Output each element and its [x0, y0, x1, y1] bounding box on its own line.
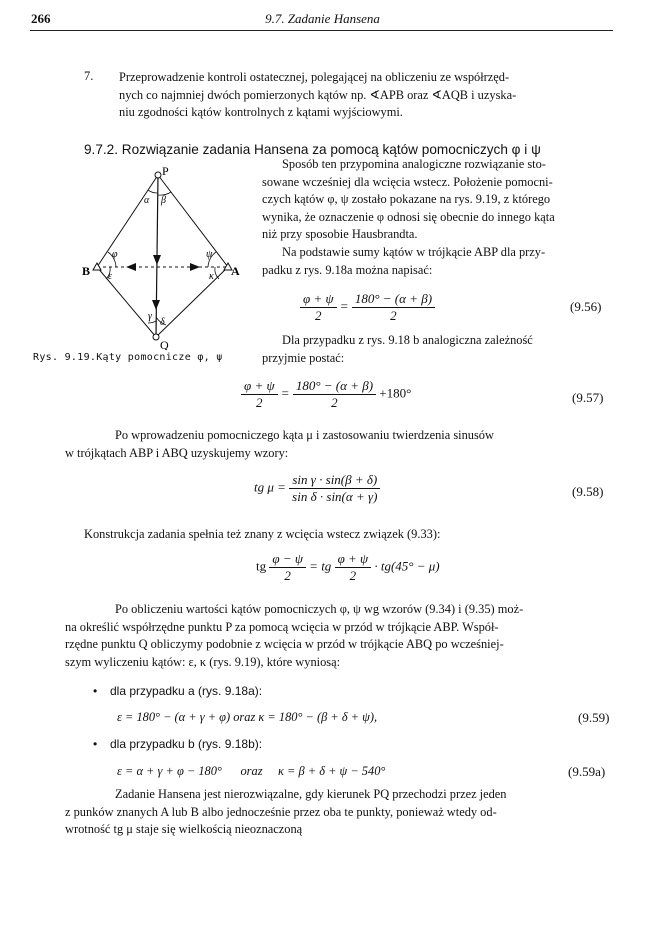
fraction — [300, 291, 337, 324]
text-line: Po wprowadzeniu pomocniczego kąta μ i zastosowaniu twierdzenia sinusów — [115, 428, 494, 442]
equation-number: (9.56) — [570, 299, 602, 314]
text-line: przyjmie postać: — [262, 350, 345, 365]
item-7-line: niu zgodności kątów kontrolnych z kątami wyjściowymi. — [119, 105, 403, 120]
numerator: φ + ψ — [335, 551, 372, 568]
bullet-a-text: dla przypadku a (rys. 9.18a): — [110, 684, 263, 698]
section-heading: 9.7.2. Rozwiązanie zadania Hansena za pomocą kątów pomocniczych φ i ψ — [84, 142, 541, 157]
intro-line: Na podstawie sumy kątów w trójkącie ABP dla przy- — [282, 244, 546, 259]
text-line: rzędne punktu Q obliczymy podobnie z wcięcia w przód w trójkącie ABQ po wcześniej- — [65, 637, 504, 652]
final-paragraph — [65, 786, 616, 839]
intro-line: czych kątów φ, ψ zostało pokazane na rys. 9.19, z którego — [262, 192, 551, 207]
arrow-right — [190, 263, 200, 271]
label-Q: Q — [160, 338, 169, 350]
construction-text: Konstrukcja zadania spełnia też znany z wcięcia wstecz związek (9.33): — [84, 527, 441, 541]
intro-line: padku z rys. 9.18a można napisać: — [262, 262, 433, 277]
plus-180: +180° — [379, 385, 412, 401]
line-BQ — [97, 267, 156, 337]
equals-tg: = tg — [309, 558, 332, 574]
line-PB — [97, 175, 158, 267]
fraction — [293, 378, 376, 411]
point-P — [155, 172, 161, 178]
bullet-mark: • — [93, 684, 98, 698]
after-paragraph — [65, 601, 616, 671]
intro-line: sowane wcześniej dla wcięcia wstecz. Położenie pomocni- — [262, 174, 553, 189]
fraction — [352, 291, 435, 324]
label-beta: β — [161, 195, 166, 206]
numerator: φ + ψ — [241, 378, 278, 395]
item-7-line: nych co najmniej dwóch pomierzonych kątów np. ∢APB oraz ∢AQB i uzyska- — [119, 87, 517, 102]
label-kappa: κ — [209, 271, 214, 282]
label-psi: ψ — [206, 249, 213, 260]
tg-tail: · tg(45° − μ) — [374, 558, 440, 574]
equals-sign: = — [280, 385, 290, 401]
text-line: Zadanie Hansena jest nierozwiązalne, gdy kierunek PQ przechodzi przez jeden — [115, 787, 507, 801]
label-eps: ε — [108, 271, 112, 282]
denominator: 2 — [284, 568, 291, 583]
page-number: 266 — [31, 11, 51, 26]
label-B: B — [82, 264, 91, 278]
equals-sign: = — [339, 298, 349, 314]
numerator: φ − ψ — [269, 551, 306, 568]
equation-number: (9.58) — [572, 484, 604, 499]
point-Q — [153, 334, 159, 340]
text-line: wrotność tg μ staje się wielkością nieoznaczoną — [65, 822, 303, 837]
text-line: Dla przypadku z rys. 9.18 b analogiczna zależność — [282, 333, 533, 347]
mu-paragraph — [65, 427, 616, 462]
label-alpha: α — [144, 195, 150, 206]
arc-alpha — [148, 190, 158, 193]
tg-mu: tg μ = — [254, 479, 286, 495]
intro-line: niż przy sposobie Hausbrandta. — [262, 227, 418, 242]
item-7-text — [119, 69, 616, 122]
text-line: w trójkątach ABP i ABQ uzyskujemy wzory: — [65, 445, 289, 460]
intro-line: Sposób ten przypomina analogiczne rozwiązanie sto- — [282, 157, 546, 171]
header-rule — [30, 30, 613, 31]
equation-number: (9.57) — [572, 390, 604, 405]
case-b-paragraph — [262, 332, 616, 367]
equation-number: (9.59) — [578, 710, 610, 725]
fraction — [335, 551, 372, 584]
intro-paragraph — [262, 156, 616, 279]
numerator: 180° − (α + β) — [352, 291, 435, 308]
equation-9-59: ε = 180° − (α + γ + φ) oraz κ = 180° − (β + δ + ψ), — [117, 710, 378, 724]
equation-9-56 — [300, 291, 435, 324]
figure-9-19 — [78, 165, 248, 350]
numerator: sin γ · sin(β + δ) — [289, 472, 380, 489]
item-7-number: 7. — [84, 69, 94, 83]
denominator: 2 — [349, 568, 357, 583]
equation-9-33 — [256, 551, 440, 584]
bullet-b-text: dla przypadku b (rys. 9.18b): — [110, 737, 263, 751]
item-7-line: Przeprowadzenie kontroli ostatecznej, polegającej na obliczeniu ze współrzęd- — [119, 70, 510, 84]
denominator: 2 — [256, 395, 263, 410]
intro-line: wynika, że oznaczenie φ odnosi się obecnie do innego kąta — [262, 209, 555, 224]
fraction — [289, 472, 380, 505]
denominator: 2 — [390, 308, 397, 323]
numerator: 180° − (α + β) — [293, 378, 376, 395]
tg: tg — [256, 558, 267, 574]
fraction — [241, 378, 278, 411]
denominator: 2 — [315, 308, 322, 323]
line-PA — [158, 175, 228, 267]
label-phi: φ — [112, 249, 118, 260]
arrow-left — [126, 263, 136, 271]
fraction — [269, 551, 306, 584]
text-line: szym wyliczeniu kątów: ε, κ (rys. 9.19), które wyniosą: — [65, 654, 341, 669]
text-line: Po obliczeniu wartości kątów pomocniczych φ, ψ wg wzorów (9.34) i (9.35) moż- — [115, 602, 524, 616]
label-delta: δ — [160, 317, 165, 328]
label-gamma: γ — [148, 311, 152, 322]
text-line: z punków znanych A lub B albo jednocześnie przez oba te punkty, ponieważ wtedy od- — [65, 804, 497, 819]
arrow-down — [152, 300, 160, 310]
equation-number: (9.59a) — [568, 764, 606, 779]
arrow-down — [153, 255, 161, 265]
equation-9-58 — [254, 472, 380, 505]
text-line: na określić współrzędne punktu P za pomocą wcięcia w przód w trójkącie ABP. Współ- — [65, 619, 499, 634]
label-A: A — [231, 264, 240, 278]
denominator: 2 — [331, 395, 338, 410]
label-P: P — [162, 165, 169, 178]
numerator: φ + ψ — [300, 291, 337, 308]
running-title: 9.7. Zadanie Hansena — [265, 11, 380, 26]
bullet-mark: • — [93, 737, 98, 751]
denominator: sin δ · sin(α + γ) — [292, 489, 378, 504]
equation-9-59a: ε = α + γ + φ − 180° oraz κ = β + δ + ψ − 540° — [117, 764, 386, 778]
equation-9-57 — [241, 378, 411, 411]
figure-caption: Rys. 9.19.Kąty pomocnicze φ, ψ — [33, 352, 223, 363]
